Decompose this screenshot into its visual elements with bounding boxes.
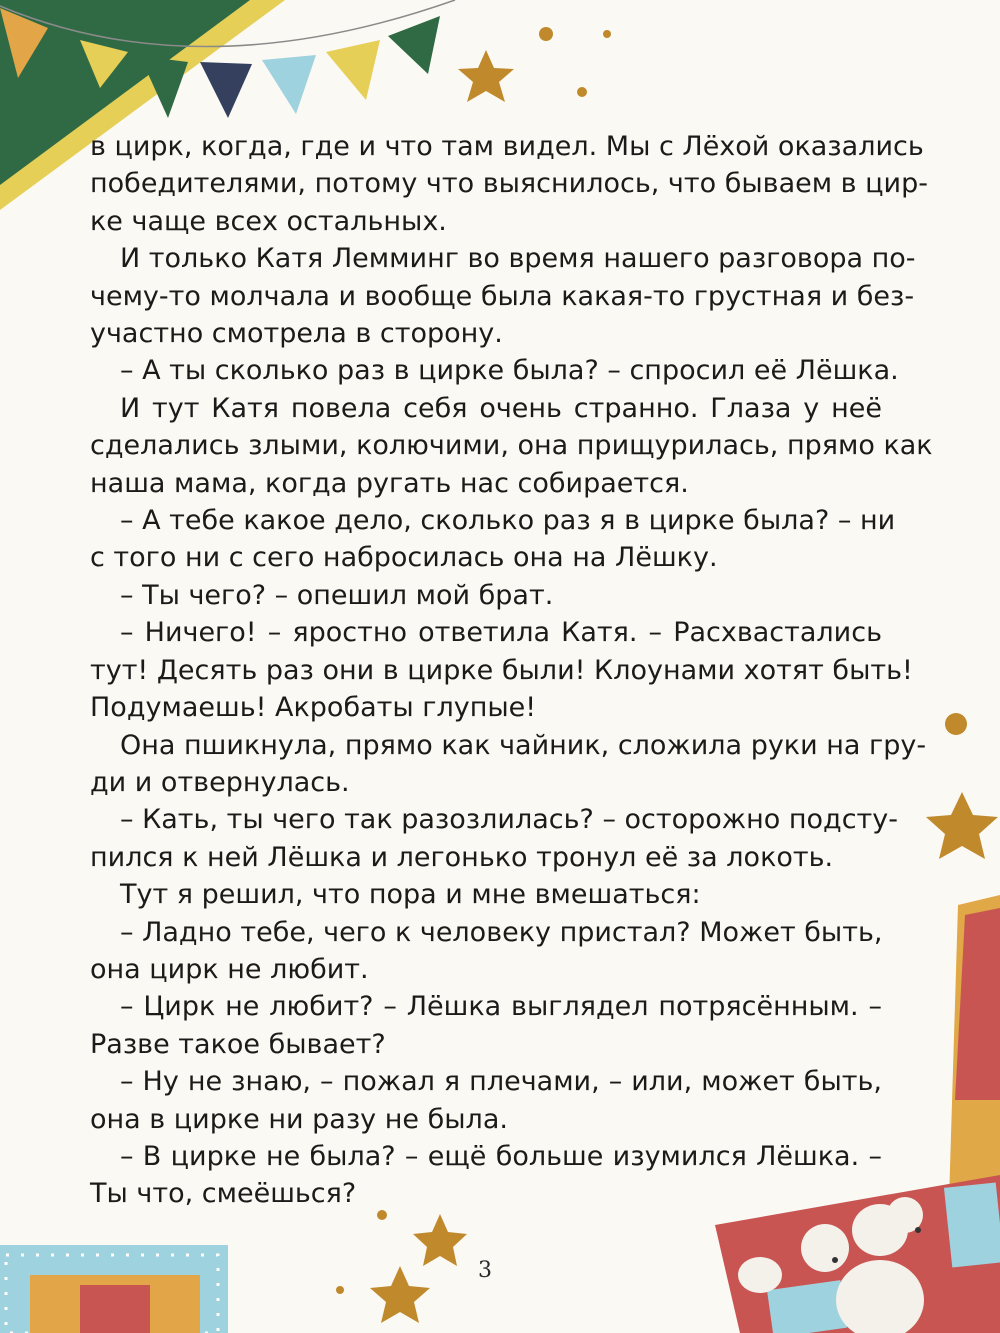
text-line: тут! Десять раз они в цирке были! Клоунами хотят быть! <box>90 654 913 686</box>
star-decoration <box>413 1214 467 1266</box>
text-line: победителями, потому что выяснилось, что бываем в цир- <box>90 168 928 200</box>
star-decoration <box>926 792 998 859</box>
text-line: она в цирке ни разу не была. <box>90 1103 508 1135</box>
text-line: ке чаще всех остальных. <box>90 205 447 237</box>
text-line: – Ну не знаю, – пожал я плечами, – или, может быть, <box>120 1066 882 1098</box>
text-line: пился к ней Лёшка и легонько тронул её за локоть. <box>90 841 834 873</box>
story-text <box>90 128 933 1213</box>
text-line: Тут я решил, что пора и мне вмешаться: <box>120 879 701 911</box>
text-line: Она пшикнула, прямо как чайник, сложила руки на гру- <box>120 729 927 761</box>
text-line: сделались злыми, колючими, она прищурилась, прямо как <box>90 430 933 462</box>
text-line: – А ты сколько раз в цирке была? – спросил её Лёшка. <box>120 355 899 387</box>
text-line: она цирк не любит. <box>90 953 369 985</box>
star-decoration <box>458 50 514 102</box>
ticket-box <box>0 1245 228 1333</box>
dot-decoration <box>539 27 553 41</box>
text-line: Ты что, смеёшься? <box>90 1178 357 1210</box>
text-line: ди и отвернулась. <box>90 766 350 798</box>
text-line: Подумаешь! Акробаты глупые! <box>90 692 537 724</box>
text-line: И тут Катя повела себя очень странно. Глаза у неё <box>120 392 882 424</box>
text-line: – Ты чего? – опешил мой брат. <box>120 579 554 611</box>
text-line: – В цирке не была? – ещё больше изумился Лёшка. – <box>120 1140 882 1172</box>
text-line: в цирк, когда, где и что там видел. Мы с Лёхой оказались <box>90 131 924 162</box>
text-line: чему-то молчала и вообще была какая-то грустная и без- <box>90 280 915 312</box>
text-line: – Ладно тебе, чего к человеку пристал? Может быть, <box>120 916 883 948</box>
star-decoration <box>370 1266 430 1323</box>
text-line: И только Катя Лемминг во время нашего разговора по- <box>120 243 916 275</box>
text-line: – Кать, ты чего так разозлилась? – осторожно подсту- <box>120 804 899 836</box>
page-number: 3 <box>478 1258 492 1283</box>
text-line: Разве такое бывает? <box>90 1028 386 1060</box>
text-line: – Цирк не любит? – Лёшка выглядел потрясённым. – <box>120 991 882 1023</box>
dot-decoration <box>603 30 611 38</box>
text-line: – Ничего! – яростно ответила Катя. – Расхвастались <box>120 617 882 649</box>
dot-decoration <box>336 1286 344 1294</box>
text-line: участно смотрела в сторону. <box>90 318 503 350</box>
dot-decoration <box>577 87 587 97</box>
text-line: с того ни с сего набросилась она на Лёшку. <box>90 542 718 574</box>
text-line: – А тебе какое дело, сколько раз я в цирке была? – ни <box>120 505 896 537</box>
dot-decoration <box>945 713 967 735</box>
text-line: наша мама, когда ругать нас собирается. <box>90 467 689 499</box>
